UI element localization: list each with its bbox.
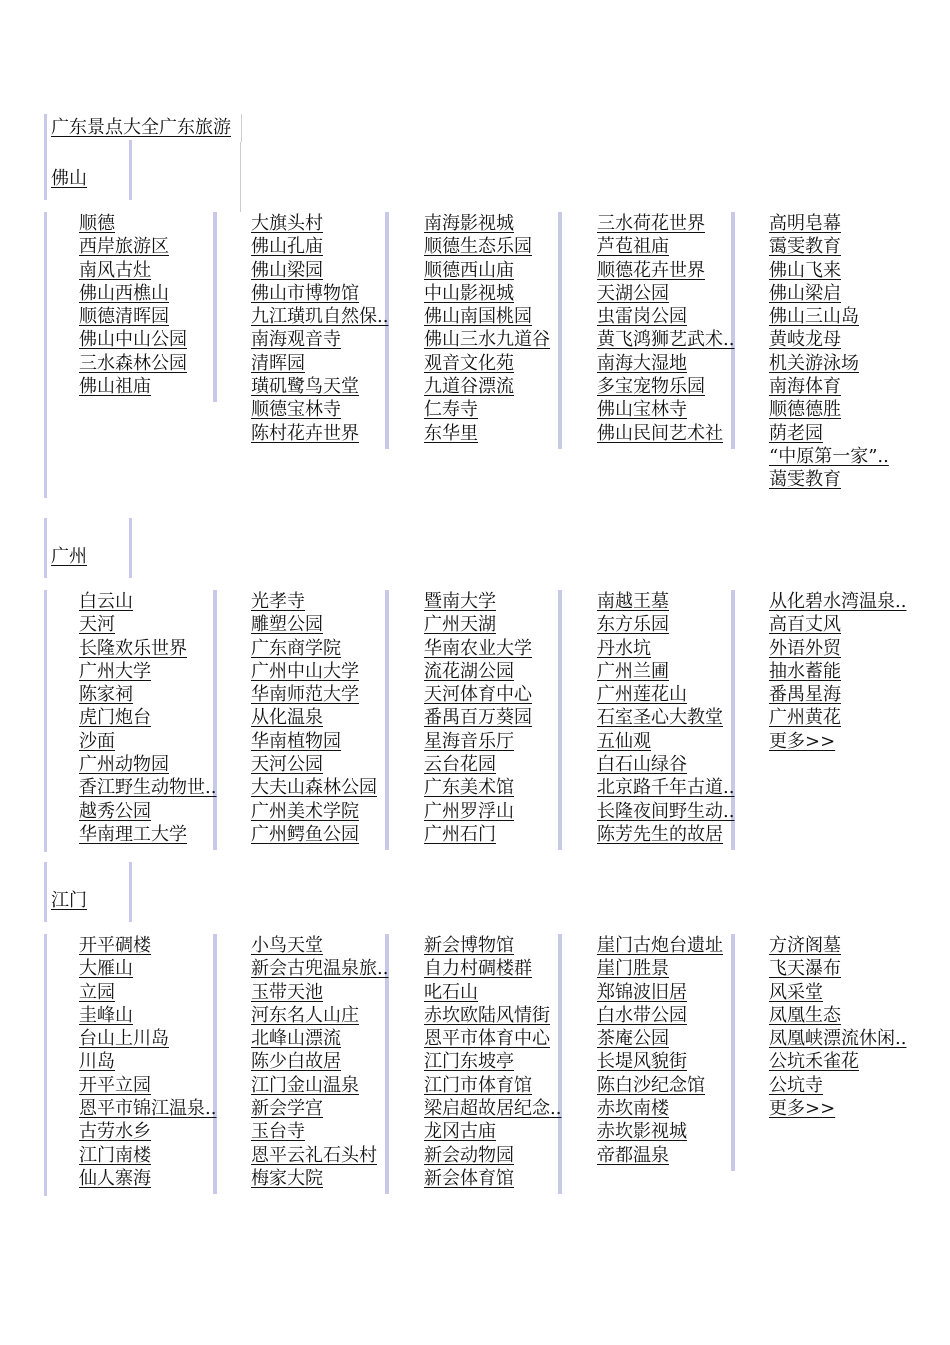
attraction-link[interactable]: 顺德德胜 bbox=[769, 399, 841, 421]
attraction-link[interactable]: 广东美术馆 bbox=[424, 777, 514, 799]
attraction-link[interactable]: 仙人寨海 bbox=[79, 1167, 151, 1189]
region-links bbox=[44, 212, 47, 498]
attraction-link[interactable]: 新会动物园 bbox=[424, 1144, 514, 1166]
attraction-link[interactable]: 中山影视城 bbox=[424, 282, 514, 304]
attraction-link[interactable]: 崖门古炮台遗址 bbox=[597, 935, 723, 956]
attraction-link[interactable]: 玉带天池 bbox=[251, 981, 323, 1003]
attraction-link[interactable]: 顺德 bbox=[79, 213, 115, 234]
attraction-link[interactable]: 陈家祠 bbox=[79, 684, 133, 706]
attraction-link[interactable]: 开平立园 bbox=[79, 1074, 151, 1096]
attraction-link[interactable]: 龙冈古庙 bbox=[424, 1121, 496, 1143]
attraction-link[interactable]: 番禺星海 bbox=[769, 684, 841, 706]
attraction-link[interactable]: 古劳水乡 bbox=[79, 1121, 151, 1143]
attraction-link[interactable]: 顺德西山庙 bbox=[424, 259, 514, 281]
link-column bbox=[251, 590, 389, 850]
attraction-link[interactable]: 更多>> bbox=[769, 1098, 836, 1120]
attraction-link[interactable]: 华南理工大学 bbox=[79, 823, 187, 845]
attraction-link[interactable]: 佛山中山公园 bbox=[79, 329, 187, 351]
attraction-link[interactable]: 芦苞祖庙 bbox=[597, 236, 669, 258]
link-column bbox=[769, 212, 944, 496]
attraction-link[interactable]: 新会学宫 bbox=[251, 1098, 323, 1120]
link-column bbox=[79, 590, 217, 850]
region-title-link[interactable]: 佛山 bbox=[51, 168, 87, 189]
attraction-link[interactable]: 暨南大学 bbox=[424, 591, 496, 612]
attraction-link[interactable]: 佛山孔庙 bbox=[251, 236, 323, 258]
attraction-link[interactable]: 广州黄花 bbox=[769, 707, 841, 729]
link-column bbox=[79, 934, 217, 1194]
link-column bbox=[769, 934, 944, 1124]
attraction-link[interactable]: 赤坎南楼 bbox=[597, 1098, 669, 1120]
attraction-link[interactable]: 佛山三山岛 bbox=[769, 306, 859, 328]
attraction-link[interactable]: 北峰山漂流 bbox=[251, 1028, 341, 1050]
link-column bbox=[424, 212, 562, 449]
attraction-link[interactable]: 风采堂 bbox=[769, 981, 823, 1003]
attraction-link[interactable]: 广州石门 bbox=[424, 823, 496, 845]
attraction-link[interactable]: 佛山市博物馆 bbox=[251, 282, 359, 304]
attraction-link[interactable]: 南海观音寺 bbox=[251, 329, 341, 351]
attraction-link[interactable]: 江门市体育馆 bbox=[424, 1074, 532, 1096]
link-column bbox=[597, 934, 735, 1171]
attraction-link[interactable]: 大雁山 bbox=[79, 958, 133, 980]
attraction-link[interactable]: 霭雯教育 bbox=[769, 236, 841, 258]
attraction-link[interactable]: 高明皂幕 bbox=[769, 213, 841, 234]
attraction-link[interactable]: 光孝寺 bbox=[251, 591, 305, 612]
link-column bbox=[424, 934, 562, 1194]
attraction-link[interactable]: 多宝宠物乐园 bbox=[597, 376, 705, 398]
attraction-link[interactable]: 新会古兜温泉旅.. bbox=[251, 958, 389, 980]
attraction-link[interactable]: 南越王墓 bbox=[597, 591, 669, 612]
attraction-link[interactable]: 观音文化苑 bbox=[424, 352, 514, 374]
attraction-link[interactable]: 佛山西樵山 bbox=[79, 282, 169, 304]
attraction-link[interactable]: 虎门炮台 bbox=[79, 707, 151, 729]
link-column bbox=[251, 212, 389, 449]
attraction-link[interactable]: 广州美术学院 bbox=[251, 800, 359, 822]
attraction-link[interactable]: 白石山绿谷 bbox=[597, 754, 687, 776]
attraction-link[interactable]: 公坑寺 bbox=[769, 1074, 823, 1096]
attraction-link[interactable]: 云台花园 bbox=[424, 754, 496, 776]
attraction-link[interactable]: 佛山祖庙 bbox=[79, 376, 151, 398]
attraction-link[interactable]: 广州莲花山 bbox=[597, 684, 687, 706]
attraction-link[interactable]: 荫老园 bbox=[769, 422, 823, 444]
attraction-link[interactable]: 恩平市锦江温泉.. bbox=[79, 1098, 217, 1120]
attraction-link[interactable]: 新会博物馆 bbox=[424, 935, 514, 956]
attraction-link[interactable]: 河东名人山庄 bbox=[251, 1004, 359, 1026]
attraction-link[interactable]: 茶庵公园 bbox=[597, 1028, 669, 1050]
attraction-link[interactable]: 江门金山温泉 bbox=[251, 1074, 359, 1096]
attraction-link[interactable]: 长隆欢乐世界 bbox=[79, 637, 187, 659]
region-heading bbox=[44, 518, 132, 578]
attraction-link[interactable]: 陈白沙纪念馆 bbox=[597, 1074, 705, 1096]
attraction-link[interactable]: 立园 bbox=[79, 981, 115, 1003]
title-divider bbox=[240, 142, 241, 212]
attraction-link[interactable]: 天河体育中心 bbox=[424, 684, 532, 706]
link-column bbox=[79, 212, 217, 402]
attraction-link[interactable]: 飞天瀑布 bbox=[769, 958, 841, 980]
attraction-link[interactable]: 叱石山 bbox=[424, 981, 478, 1003]
attraction-link[interactable]: 佛山民间艺术社 bbox=[597, 422, 723, 444]
attraction-link[interactable]: 西岸旅游区 bbox=[79, 236, 169, 258]
attraction-link[interactable]: 东华里 bbox=[424, 422, 478, 444]
attraction-link[interactable]: 自力村碉楼群 bbox=[424, 958, 532, 980]
attraction-link[interactable]: 顺德花卉世界 bbox=[597, 259, 705, 281]
attraction-link[interactable]: 广东商学院 bbox=[251, 637, 341, 659]
region-links bbox=[44, 934, 47, 1196]
page-title-link[interactable]: 广东景点大全广东旅游 bbox=[51, 117, 231, 138]
region-heading bbox=[44, 862, 132, 922]
attraction-link[interactable]: 流花湖公园 bbox=[424, 660, 514, 682]
attraction-link[interactable]: 从化碧水湾温泉.. bbox=[769, 591, 907, 612]
attraction-link[interactable]: 恩平云礼石头村 bbox=[251, 1144, 377, 1166]
attraction-link[interactable]: “中原第一家”.. bbox=[769, 445, 889, 467]
attraction-link[interactable]: 黄飞鸿狮艺武术.. bbox=[597, 329, 735, 351]
attraction-link[interactable]: 帝都温泉 bbox=[597, 1144, 669, 1166]
attraction-link[interactable]: 小鸟天堂 bbox=[251, 935, 323, 956]
attraction-link[interactable]: 仁寿寺 bbox=[424, 399, 478, 421]
attraction-link[interactable]: 白云山 bbox=[79, 591, 133, 612]
attraction-link[interactable]: 华南师范大学 bbox=[251, 684, 359, 706]
attraction-link[interactable]: 新会体育馆 bbox=[424, 1167, 514, 1189]
attraction-link[interactable]: 恩平市体育中心 bbox=[424, 1028, 550, 1050]
attraction-link[interactable]: 星海音乐厅 bbox=[424, 730, 514, 752]
attraction-link[interactable]: 九江璜玑自然保.. bbox=[251, 306, 389, 328]
attraction-link[interactable]: 白水带公园 bbox=[597, 1004, 687, 1026]
attraction-link[interactable]: 郑锦波旧居 bbox=[597, 981, 687, 1003]
attraction-link[interactable]: 圭峰山 bbox=[79, 1004, 133, 1026]
attraction-link[interactable]: 佛山三水九道谷 bbox=[424, 329, 550, 351]
attraction-link[interactable]: 广州天湖 bbox=[424, 614, 496, 636]
attraction-link[interactable]: 石室圣心大教堂 bbox=[597, 707, 723, 729]
link-column bbox=[597, 590, 735, 850]
attraction-link[interactable]: 广州中山大学 bbox=[251, 660, 359, 682]
attraction-link[interactable]: 华南植物园 bbox=[251, 730, 341, 752]
attraction-link[interactable]: 广州罗浮山 bbox=[424, 800, 514, 822]
attraction-link[interactable]: 更多>> bbox=[769, 730, 836, 752]
attraction-link[interactable]: 崖门胜景 bbox=[597, 958, 669, 980]
attraction-link[interactable]: 大旗头村 bbox=[251, 213, 323, 234]
attraction-link[interactable]: 虫雷岗公园 bbox=[597, 306, 687, 328]
attraction-link[interactable]: 江门南楼 bbox=[79, 1144, 151, 1166]
attraction-link[interactable]: 东方乐园 bbox=[597, 614, 669, 636]
link-column bbox=[597, 212, 735, 449]
attraction-link[interactable]: 从化温泉 bbox=[251, 707, 323, 729]
attraction-link[interactable]: 香江野生动物世.. bbox=[79, 777, 217, 799]
attraction-link[interactable]: 顺德生态乐园 bbox=[424, 236, 532, 258]
attraction-link[interactable]: 越秀公园 bbox=[79, 800, 151, 822]
link-column bbox=[251, 934, 389, 1194]
attraction-link[interactable]: 南海大湿地 bbox=[597, 352, 687, 374]
attraction-link[interactable]: 广州鳄鱼公园 bbox=[251, 823, 359, 845]
attraction-link[interactable]: 赤坎欧陆风情街 bbox=[424, 1004, 550, 1026]
attraction-link[interactable]: 台山上川岛 bbox=[79, 1028, 169, 1050]
attraction-link[interactable]: 方济阁墓 bbox=[769, 935, 841, 956]
attraction-link[interactable]: 梅家大院 bbox=[251, 1167, 323, 1189]
attraction-link[interactable]: 清晖园 bbox=[251, 352, 305, 374]
region-title-link[interactable]: 广州 bbox=[51, 546, 87, 567]
attraction-link[interactable]: 南海体育 bbox=[769, 376, 841, 398]
attraction-link[interactable]: 外语外贸 bbox=[769, 637, 841, 659]
attraction-link[interactable]: 玉台寺 bbox=[251, 1121, 305, 1143]
attraction-link[interactable]: 丹水坑 bbox=[597, 637, 651, 659]
attraction-link[interactable]: 凤凰峡漂流休闲.. bbox=[769, 1028, 907, 1050]
region-heading bbox=[44, 140, 132, 200]
link-column bbox=[424, 590, 562, 850]
attraction-link[interactable]: 广州大学 bbox=[79, 660, 151, 682]
attraction-link[interactable]: 华南农业大学 bbox=[424, 637, 532, 659]
attraction-link[interactable]: 顺德清晖园 bbox=[79, 306, 169, 328]
attraction-link[interactable]: 佛山南国桃园 bbox=[424, 306, 532, 328]
attraction-link[interactable]: 九道谷漂流 bbox=[424, 376, 514, 398]
attraction-link[interactable]: 佛山飞来 bbox=[769, 259, 841, 281]
attraction-link[interactable]: 三水荷花世界 bbox=[597, 213, 705, 234]
attraction-link[interactable]: 陈芳先生的故居 bbox=[597, 823, 723, 845]
attraction-link[interactable]: 长隆夜间野生动.. bbox=[597, 800, 735, 822]
attraction-link[interactable]: 番禺百万葵园 bbox=[424, 707, 532, 729]
attraction-link[interactable]: 陈村花卉世界 bbox=[251, 422, 359, 444]
attraction-link[interactable]: 抽水蓄能 bbox=[769, 660, 841, 682]
attraction-link[interactable]: 顺德宝林寺 bbox=[251, 399, 341, 421]
attraction-link[interactable]: 赤坎影视城 bbox=[597, 1121, 687, 1143]
attraction-link[interactable]: 沙面 bbox=[79, 730, 115, 752]
attraction-link[interactable]: 高百丈风 bbox=[769, 614, 841, 636]
attraction-link[interactable]: 长堤风貌街 bbox=[597, 1051, 687, 1073]
attraction-link[interactable]: 南海影视城 bbox=[424, 213, 514, 234]
attraction-link[interactable]: 天河公园 bbox=[251, 754, 323, 776]
attraction-link[interactable]: 璜矶鹭鸟天堂 bbox=[251, 376, 359, 398]
attraction-link[interactable]: 天湖公园 bbox=[597, 282, 669, 304]
attraction-link[interactable]: 江门东坡亭 bbox=[424, 1051, 514, 1073]
attraction-link[interactable]: 南风古灶 bbox=[79, 259, 151, 281]
attraction-link[interactable]: 三水森林公园 bbox=[79, 352, 187, 374]
attraction-link[interactable]: 黄岐龙母 bbox=[769, 329, 841, 351]
attraction-link[interactable]: 佛山梁园 bbox=[251, 259, 323, 281]
attraction-link[interactable]: 凤凰生态 bbox=[769, 1004, 841, 1026]
attraction-link[interactable]: 雕塑公园 bbox=[251, 614, 323, 636]
attraction-link[interactable]: 北京路千年古道.. bbox=[597, 777, 735, 799]
region-title-link[interactable]: 江门 bbox=[51, 890, 87, 911]
attraction-link[interactable]: 开平碉楼 bbox=[79, 935, 151, 956]
region-links bbox=[44, 590, 47, 852]
page-title[interactable] bbox=[44, 114, 242, 142]
attraction-link[interactable]: 天河 bbox=[79, 614, 115, 636]
attraction-link[interactable]: 陈少白故居 bbox=[251, 1051, 341, 1073]
attraction-link[interactable]: 蔼雯教育 bbox=[769, 469, 841, 491]
attraction-link[interactable]: 佛山宝林寺 bbox=[597, 399, 687, 421]
attraction-link[interactable]: 佛山梁启 bbox=[769, 282, 841, 304]
attraction-link[interactable]: 广州动物园 bbox=[79, 754, 169, 776]
link-column bbox=[769, 590, 944, 757]
attraction-link[interactable]: 广州兰圃 bbox=[597, 660, 669, 682]
attraction-link[interactable]: 公坑禾雀花 bbox=[769, 1051, 859, 1073]
attraction-link[interactable]: 川岛 bbox=[79, 1051, 115, 1073]
attraction-link[interactable]: 五仙观 bbox=[597, 730, 651, 752]
attraction-link[interactable]: 机关游泳场 bbox=[769, 352, 859, 374]
attraction-link[interactable]: 梁启超故居纪念.. bbox=[424, 1098, 562, 1120]
attraction-link[interactable]: 大夫山森林公园 bbox=[251, 777, 377, 799]
